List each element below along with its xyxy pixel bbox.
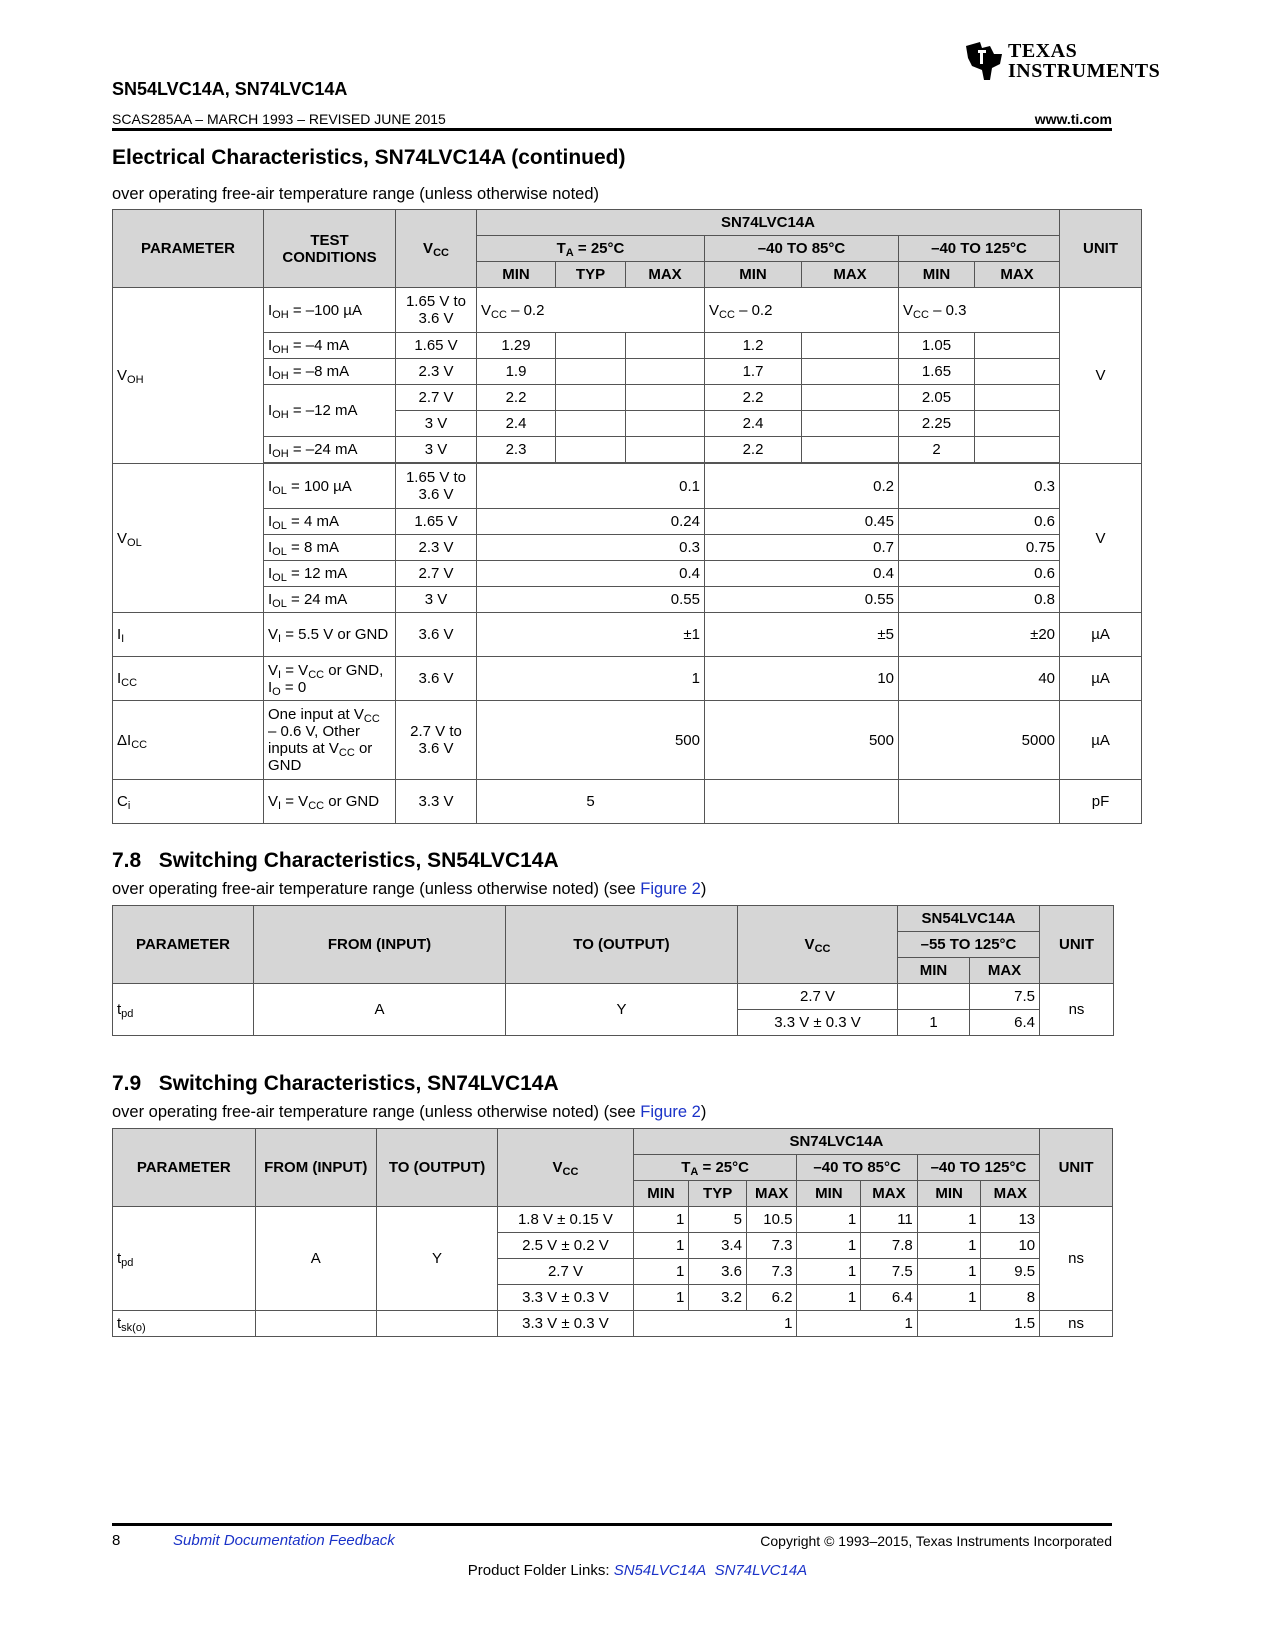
page-number: 8 (112, 1532, 121, 1549)
footer-rule (112, 1523, 1112, 1526)
sw74-subtitle: over operating free-air temperature range (unless otherwise noted) (see Figure 2) (112, 1103, 707, 1121)
ec-table (112, 209, 1142, 824)
product-folder-links: Product Folder Links: SN54LVC14A SN74LVC14A (467, 1562, 808, 1579)
literature-number: SCAS285AA – MARCH 1993 – REVISED JUNE 2015 (112, 111, 446, 127)
ec-subtitle: over operating free-air temperature range (unless otherwise noted) (112, 185, 600, 203)
table-row: 3 V 2.4 2.4 2.25 (113, 411, 1142, 437)
ec-h-unit: UNIT (1060, 210, 1142, 288)
table-row: $\Delta I_{CC}$ One input at $V_{CC} - 0.6$ V, Other inputs at $V_{CC}$ or GND 2.7 V to 3.6 V 500 500 5000 µA (113, 701, 1142, 780)
sn54lvc14a-link[interactable]: SN54LVC14A (613, 1562, 707, 1579)
copyright: Copyright © 1993–2015, Texas Instruments Incorporated (760, 1533, 1112, 1549)
ec-h-range85: –40 TO 85°C (705, 236, 899, 262)
table-row: $V_{OL}$ $I_{OL} = 100$ µA 1.65 V to 3.6 V 0.1 0.2 0.3 V (113, 464, 1142, 509)
table-row: $I_{OH} = -12$ mA 2.7 V 2.2 2.2 2.05 (113, 385, 1142, 411)
ec-h-max: MAX (626, 262, 705, 288)
ec-h-min: MIN (477, 262, 556, 288)
table-row: $I_{CC}$ $V_I = V_{CC}$ or GND, $I_O = 0$ 3.6 V 1 10 40 µA (113, 657, 1142, 701)
table-row: 3.3 V ± 0.3 V 1 3.2 6.2 1 6.4 1 8 (113, 1285, 1113, 1311)
table-row: $I_{OL} = 8$ mA 2.3 V 0.3 0.7 0.75 (113, 535, 1142, 561)
voh-param: $V_{OH}$ (113, 288, 264, 464)
ec-h-parameter: PARAMETER (113, 210, 264, 288)
ec-h-min: MIN (705, 262, 802, 288)
website-link[interactable]: www.ti.com (1034, 111, 1112, 127)
sw74-title: 7.9 Switching Characteristics, SN74LVC14A (112, 1072, 559, 1095)
sw74-table: PARAMETER FROM (INPUT) TO (OUTPUT) $V_{CC}$ SN74LVC14A UNIT $T_A = 25^\circ C$ –40 TO 85°C –40 TO 125°C MIN TYP MAX MIN MAX MIN MAX $t_{pd}$ A Y 1.8 V ± 0.15 V 1 5 10.5 1 11 1 13 ns 2.5 V ± 0.2 V 1 3.4 7.3 1 7.8 1 10 2.7 V 1 3.6 7.3 1 7.5 1 9.5 3.3 V ± 0.3 V 1 3.2 6.2 1 6.4 1 8 $t_{sk(o)}$ 3.3 V ± 0.3 V 1 1 1.5 ns (112, 1128, 1113, 1337)
table-row: 3.3 V ± 0.3 V 1 6.4 (113, 1010, 1114, 1036)
ec-h-test: TEST CONDITIONS (264, 210, 396, 288)
sw54-table: PARAMETER FROM (INPUT) TO (OUTPUT) $V_{CC}$ SN54LVC14A UNIT –55 TO 125°C MIN MAX $t_{pd}$ A Y 2.7 V 7.5 ns 3.3 V ± 0.3 V 1 6.4 (112, 905, 1114, 1036)
table-row: $V_{OH}$ $I_{OH} = -100$ µA 1.65 V to 3.6 V $V_{CC} - 0.2$ $V_{CC} - 0.2$ $V_{CC} - 0.3$ V (113, 288, 1142, 333)
ec-h-max: MAX (802, 262, 899, 288)
header-rule (112, 128, 1112, 131)
sn74lvc14a-link[interactable]: SN74LVC14A (714, 1562, 808, 1579)
sw54-subtitle: over operating free-air temperature range (unless otherwise noted) (see Figure 2) (112, 880, 707, 898)
table-row: $I_{OL} = 24$ mA 3 V 0.55 0.55 0.8 (113, 587, 1142, 613)
table-row: $I_I$ $V_I = 5.5$ V or GND 3.6 V ±1 ±5 ±20 µA (113, 613, 1142, 657)
ec-h-min: MIN (899, 262, 975, 288)
table-row: $I_{OL} = 4$ mA 1.65 V 0.24 0.45 0.6 (113, 509, 1142, 535)
ec-h-typ: TYP (556, 262, 626, 288)
ec-h-max: MAX (975, 262, 1060, 288)
table-row: $t_{pd}$ A Y 2.7 V 7.5 ns (113, 984, 1114, 1010)
figure-2-link[interactable]: Figure 2 (640, 880, 701, 898)
ec-h-vcc: $V_{CC}$ (396, 210, 477, 288)
vol-param: $V_{OL}$ (113, 464, 264, 613)
table-row: $I_{OH} = -24$ mA 3 V 2.3 2.2 2 (113, 437, 1142, 463)
ec-h-range125: –40 TO 125°C (899, 236, 1060, 262)
table-row: 2.7 V 1 3.6 7.3 1 7.5 1 9.5 (113, 1259, 1113, 1285)
figure-2-link[interactable]: Figure 2 (640, 1103, 701, 1121)
table-row: $t_{sk(o)}$ 3.3 V ± 0.3 V 1 1 1.5 ns (113, 1311, 1113, 1337)
sw54-title: 7.8 Switching Characteristics, SN54LVC14A (112, 849, 559, 872)
submit-feedback-link[interactable]: Submit Documentation Feedback (173, 1532, 395, 1549)
part-numbers: SN54LVC14A, SN74LVC14A (112, 79, 348, 99)
table-row: $I_{OH} = -8$ mA 2.3 V 1.9 1.7 1.65 (113, 359, 1142, 385)
ti-logo-text: TEXAS INSTRUMENTS (1008, 40, 1161, 82)
ec-title: Electrical Characteristics, SN74LVC14A (continued) (112, 146, 626, 169)
table-row: $I_{OL} = 12$ mA 2.7 V 0.4 0.4 0.6 (113, 561, 1142, 587)
table-row: $I_{OH} = -4$ mA 1.65 V 1.29 1.2 1.05 (113, 333, 1142, 359)
table-row: $C_i$ $V_I = V_{CC}$ or GND 3.3 V 5 pF (113, 780, 1142, 824)
table-row: $t_{pd}$ A Y 1.8 V ± 0.15 V 1 5 10.5 1 11 1 13 ns (113, 1207, 1113, 1233)
ec-h-device: SN74LVC14A (477, 210, 1060, 236)
ec-h-ta: $T_A = 25^\circ C$ (477, 236, 705, 262)
table-row: 2.5 V ± 0.2 V 1 3.4 7.3 1 7.8 1 10 (113, 1233, 1113, 1259)
